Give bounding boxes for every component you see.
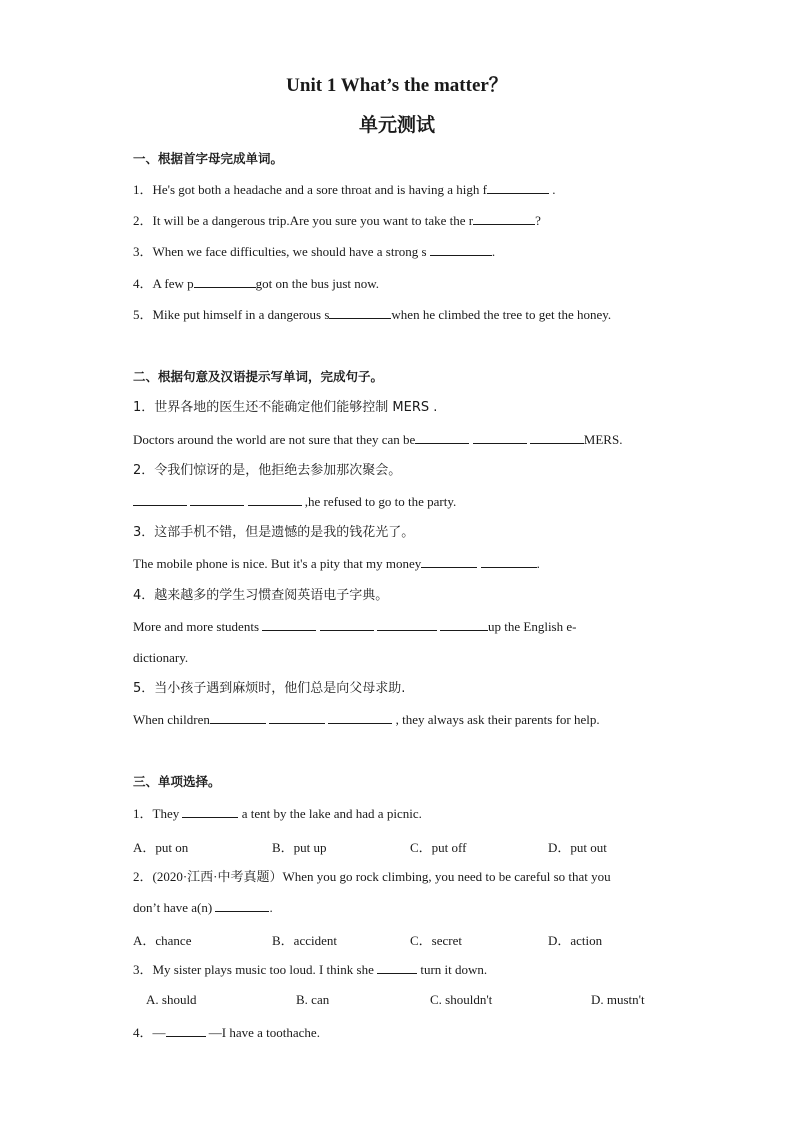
s3-q1-option-b[interactable]: B．put up bbox=[272, 840, 327, 855]
s3-question-3 bbox=[133, 961, 664, 979]
answer-blank[interactable] bbox=[190, 493, 244, 506]
s2-q1-chinese: 1．世界各地的医生还不能确定他们能够控制 MERS . bbox=[133, 400, 438, 415]
s2-q3-text: The mobile phone is nice. But it's a pity that my money bbox=[133, 556, 422, 571]
answer-blank[interactable] bbox=[269, 711, 325, 724]
s1-q2-text: 2．It will be a dangerous trip.Are you sure you want to take the r bbox=[133, 213, 474, 228]
s3-q2-option-d[interactable]: D．action bbox=[548, 933, 603, 948]
section-1-heading: 一、根据首字母完成单词。 bbox=[133, 151, 284, 166]
s3-question-2: 2．(2020·江西·中考真题）When you go rock climbing, you need to be careful so that you bbox=[133, 869, 611, 884]
s2-q5-chinese: 5．当小孩子遇到麻烦时，他们总是向父母求助. bbox=[133, 681, 406, 696]
s3-question-2-cont bbox=[133, 899, 664, 917]
s2-q4-chinese: 4．越来越多的学生习惯查阅英语电子字典。 bbox=[133, 588, 389, 603]
s1-question-5 bbox=[133, 306, 664, 324]
s2-q1-text: Doctors around the world are not sure that they can be bbox=[133, 432, 416, 447]
answer-blank[interactable] bbox=[328, 711, 392, 724]
section-3-heading: 三、单项选择。 bbox=[133, 774, 221, 789]
s3-q3-end: turn it down. bbox=[417, 962, 488, 977]
s3-q2-option-a[interactable]: A．chance bbox=[133, 933, 192, 948]
answer-blank[interactable] bbox=[440, 618, 488, 631]
s1-q5-text: 5．Mike put himself in a dangerous s bbox=[133, 307, 330, 322]
answer-blank[interactable] bbox=[248, 493, 302, 506]
s2-q5-end: , they always ask their parents for help. bbox=[392, 712, 600, 727]
page-title: Unit 1 What’s the matter？ bbox=[286, 75, 508, 96]
s2-q5-english bbox=[133, 711, 664, 729]
s2-q5-text: When children bbox=[133, 712, 210, 727]
s1-question-4 bbox=[133, 275, 664, 293]
answer-blank[interactable] bbox=[377, 961, 417, 974]
s2-q3-chinese: 3．这部手机不错，但是遗憾的是我的钱花光了。 bbox=[133, 525, 415, 540]
answer-blank[interactable] bbox=[320, 618, 374, 631]
s2-q3-english bbox=[133, 555, 664, 573]
s2-q1-english bbox=[133, 431, 664, 449]
s2-q1-end: MERS. bbox=[583, 432, 623, 447]
s3-q2-option-b[interactable]: B．accident bbox=[272, 933, 337, 948]
answer-blank[interactable] bbox=[530, 431, 584, 444]
s3-question-4 bbox=[133, 1024, 664, 1042]
answer-blank[interactable] bbox=[329, 306, 391, 319]
s2-q4-text: More and more students bbox=[133, 619, 263, 634]
s3-q2-end: . bbox=[269, 900, 273, 915]
s3-q4-text: 4．— bbox=[133, 1025, 166, 1040]
answer-blank[interactable] bbox=[262, 618, 316, 631]
answer-blank[interactable] bbox=[166, 1024, 206, 1037]
s3-q2-option-c[interactable]: C．secret bbox=[410, 933, 462, 948]
answer-blank[interactable] bbox=[210, 711, 266, 724]
s2-q4-end: up the English e- bbox=[488, 619, 577, 634]
s1-q5-end: when he climbed the tree to get the honey. bbox=[391, 307, 612, 322]
answer-blank[interactable] bbox=[473, 212, 535, 225]
s3-q2-text: don’t have a(n) bbox=[133, 900, 216, 915]
s1-question-1 bbox=[133, 181, 664, 199]
s1-q1-text: 1．He's got both a headache and a sore throat and is having a high f bbox=[133, 182, 487, 197]
s1-question-3 bbox=[133, 243, 664, 261]
s1-q4-text: 4．A few p bbox=[133, 276, 194, 291]
s3-q3-option-a[interactable]: A. should bbox=[146, 992, 197, 1007]
section-2-heading: 二、根据句意及汉语提示写单词，完成句子。 bbox=[133, 369, 384, 384]
s3-question-1 bbox=[133, 805, 664, 823]
s1-q3-end: . bbox=[491, 244, 496, 259]
s2-q3-end: . bbox=[536, 556, 540, 571]
answer-blank[interactable] bbox=[421, 555, 477, 568]
s3-q1-option-d[interactable]: D．put out bbox=[548, 840, 607, 855]
answer-blank[interactable] bbox=[481, 555, 537, 568]
s1-q4-end: got on the bus just now. bbox=[255, 276, 380, 291]
s1-q3-text: 3．When we face difficulties, we should have a strong s bbox=[133, 244, 430, 259]
s2-q4-english-cont: dictionary. bbox=[133, 650, 189, 665]
s1-q2-end: ? bbox=[535, 213, 541, 228]
s1-question-2 bbox=[133, 212, 664, 230]
s3-q3-option-b[interactable]: B. can bbox=[296, 992, 330, 1007]
answer-blank[interactable] bbox=[194, 275, 256, 288]
s3-q1-option-c[interactable]: C．put off bbox=[410, 840, 467, 855]
s3-q3-option-c[interactable]: C. shouldn't bbox=[430, 992, 493, 1007]
s2-q2-english bbox=[133, 493, 664, 511]
s2-q2-chinese: 2．令我们惊讶的是，他拒绝去参加那次聚会。 bbox=[133, 463, 402, 478]
s3-q1-text: 1．They bbox=[133, 806, 183, 821]
answer-blank[interactable] bbox=[415, 431, 469, 444]
s3-q3-text: 3．My sister plays music too loud. I think she bbox=[133, 962, 378, 977]
answer-blank[interactable] bbox=[182, 805, 238, 818]
answer-blank[interactable] bbox=[215, 899, 269, 912]
s3-q4-end: —I have a toothache. bbox=[205, 1025, 320, 1040]
s3-q1-end: a tent by the lake and had a picnic. bbox=[238, 806, 422, 821]
answer-blank[interactable] bbox=[487, 181, 549, 194]
s1-q1-end: . bbox=[548, 182, 556, 197]
page-subtitle: 单元测试 bbox=[358, 114, 435, 136]
answer-blank[interactable] bbox=[430, 243, 492, 256]
s3-q3-option-d[interactable]: D. mustn't bbox=[591, 992, 645, 1007]
s3-q1-option-a[interactable]: A．put on bbox=[133, 840, 189, 855]
s2-q2-end: ,he refused to go to the party. bbox=[301, 494, 457, 509]
s2-q4-english bbox=[133, 618, 664, 636]
answer-blank[interactable] bbox=[377, 618, 437, 631]
answer-blank[interactable] bbox=[133, 493, 187, 506]
answer-blank[interactable] bbox=[473, 431, 527, 444]
